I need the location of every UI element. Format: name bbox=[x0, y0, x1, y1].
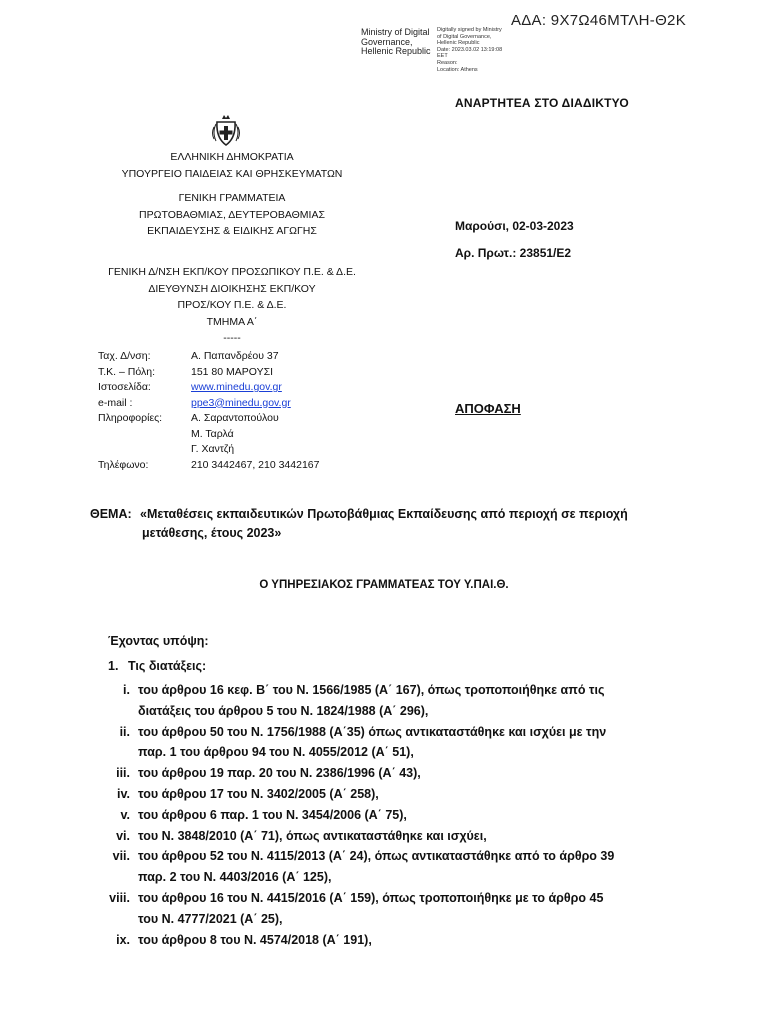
contact-value: 210 3442467, 210 3442167 bbox=[191, 458, 320, 471]
signature-detail-line: Digitally signed by Ministry bbox=[437, 27, 502, 33]
list-item bbox=[100, 722, 660, 764]
signature-detail-line: Hellenic Republic bbox=[437, 40, 480, 47]
roman-numeral: vii. bbox=[112, 849, 130, 864]
item-text: Τις διατάξεις: bbox=[128, 659, 207, 673]
general-secretariat-line: ΕΚΠΑΙΔΕΥΣΗΣ & ΕΙΔΙΚΗΣ ΑΓΩΓΗΣ bbox=[147, 225, 317, 237]
decision-title: ΑΠΟΦΑΣΗ bbox=[455, 401, 521, 416]
list-item-line: του Ν. 4777/2021 (Α΄ 25), bbox=[138, 911, 283, 926]
signature-detail-line: EET bbox=[437, 53, 448, 60]
contact-row bbox=[98, 380, 319, 396]
contact-label: Ταχ. Δ/νση: bbox=[98, 350, 151, 362]
subject-text-line: «Μεταθέσεις εκπαιδευτικών Πρωτοβάθμιας Εκπαίδευσης από περιοχή σε περιοχή bbox=[140, 507, 628, 521]
ministry-name: ΥΠΟΥΡΓΕΙΟ ΠΑΙΔΕΙΑΣ ΚΑΙ ΘΡΗΣΚΕΥΜΑΤΩΝ bbox=[121, 167, 343, 180]
general-secretariat-line: ΠΡΩΤΟΒΑΘΜΙΑΣ, ΔΕΥΤΕΡΟΒΑΘΜΙΑΣ bbox=[139, 208, 325, 221]
contact-row bbox=[98, 396, 319, 412]
contact-row bbox=[98, 442, 319, 458]
ministry-header bbox=[90, 149, 374, 182]
list-item-line: του άρθρου 16 του Ν. 4415/2016 (Α΄ 159), όπως τροποποιήθηκε με το άρθρο 45 bbox=[138, 890, 604, 905]
subject-text-line: μετάθεσης, έτους 2023» bbox=[142, 526, 282, 540]
roman-numeral: vi. bbox=[116, 828, 130, 843]
signature-detail-line: Location: Athens bbox=[437, 66, 478, 73]
list-item bbox=[100, 826, 660, 847]
list-item-line: του άρθρου 8 του Ν. 4574/2018 (Α΄ 191), bbox=[138, 932, 372, 947]
contact-label: e-mail : bbox=[98, 396, 133, 409]
protocol-number: Αρ. Πρωτ.: 23851/Ε2 bbox=[455, 246, 572, 260]
signature-details bbox=[437, 27, 502, 73]
contact-details bbox=[98, 349, 319, 473]
website-link[interactable]: www.minedu.gov.gr bbox=[191, 381, 282, 393]
roman-numeral: iii. bbox=[116, 766, 130, 781]
list-item-line: του άρθρου 17 του Ν. 3402/2005 (Α΄ 258), bbox=[138, 786, 379, 801]
roman-numeral: iv. bbox=[117, 786, 130, 801]
signature-detail-line: of Digital Governance, bbox=[437, 33, 492, 40]
contact-row bbox=[98, 427, 319, 443]
directorate bbox=[90, 264, 374, 347]
list-item-line: του άρθρου 16 κεφ. Β΄ του Ν. 1566/1985 (Α΄ 167), όπως τροποποιήθηκε από τις bbox=[138, 683, 605, 697]
subject bbox=[90, 505, 680, 543]
location-date: Μαρούσι, 02-03-2023 bbox=[455, 219, 574, 233]
roman-numeral: ix. bbox=[116, 932, 130, 947]
provisions-list bbox=[100, 680, 660, 950]
contact-value: 151 80 ΜΑΡΟΥΣΙ bbox=[191, 365, 274, 378]
directorate-line: ΠΡΟΣ/ΚΟΥ Π.Ε. & Δ.Ε. bbox=[177, 299, 287, 311]
roman-numeral: i. bbox=[123, 683, 130, 697]
hellenic-coat-of-arms-icon bbox=[211, 112, 241, 148]
email-link[interactable]: ppe3@minedu.gov.gr bbox=[191, 396, 291, 409]
roman-numeral: ii. bbox=[119, 724, 130, 739]
contact-label: Ιστοσελίδα: bbox=[98, 381, 151, 393]
general-secretariat bbox=[90, 190, 374, 240]
list-item bbox=[100, 805, 660, 826]
signature-org-line: Governance, bbox=[361, 36, 413, 47]
list-item-line: του άρθρου 19 παρ. 20 του Ν. 2386/1996 (Α΄ 43), bbox=[138, 766, 421, 781]
directorate-line: ΔΙΕΥΘΥΝΣΗ ΔΙΟΙΚΗΣΗΣ ΕΚΠ/ΚΟΥ bbox=[148, 282, 316, 295]
signature-org-line: Hellenic Republic bbox=[361, 46, 431, 56]
contact-value: Α. Σαραντοπούλου bbox=[191, 412, 279, 424]
signature-detail-line: Date: 2023.03.02 13:19:08 bbox=[437, 46, 503, 53]
official-title: Ο ΥΠΗΡΕΣΙΑΚΟΣ ΓΡΑΜΜΑΤΕΑΣ ΤΟΥ Υ.ΠΑΙ.Θ. bbox=[259, 579, 509, 591]
item-number: 1. bbox=[108, 659, 119, 673]
list-item-line: του άρθρου 50 του Ν. 1756/1988 (Α΄35) όπως αντικαταστάθηκε και ισχύει με την bbox=[138, 724, 607, 739]
contact-row bbox=[98, 349, 319, 365]
list-item-line: του άρθρου 6 παρ. 1 του Ν. 3454/2006 (Α΄ 75), bbox=[138, 807, 407, 822]
numbered-item bbox=[108, 659, 206, 673]
signature-organization bbox=[361, 28, 431, 57]
roman-numeral: viii. bbox=[109, 890, 130, 905]
directorate-line: ΓΕΝΙΚΗ Δ/ΝΣΗ ΕΚΠ/ΚΟΥ ΠΡΟΣΩΠΙΚΟΥ Π.Ε. & Δ.Ε. bbox=[108, 266, 356, 278]
list-item-line: του Ν. 3848/2010 (Α΄ 71), όπως αντικαταστάθηκε και ισχύει, bbox=[138, 828, 487, 843]
directorate-line: ΤΜΗΜΑ Α΄ bbox=[206, 315, 258, 328]
post-online-notice: ΑΝΑΡΤΗΤΕΑ ΣΤΟ ΔΙΑΔΙΚΤΥΟ bbox=[455, 96, 629, 110]
list-item-line: παρ. 2 του Ν. 4403/2016 (Α΄ 125), bbox=[138, 870, 332, 885]
list-item-line: του άρθρου 52 του Ν. 4115/2013 (Α΄ 24), όπως αντικαταστάθηκε από το άρθρο 39 bbox=[138, 849, 615, 864]
contact-row bbox=[98, 458, 319, 474]
roman-numeral: v. bbox=[120, 807, 130, 822]
signature-org-line: Ministry of Digital bbox=[361, 27, 430, 37]
contact-value: Γ. Χαντζή bbox=[191, 443, 235, 455]
contact-value: Α. Παπανδρέου 37 bbox=[191, 350, 279, 362]
general-secretariat-line: ΓΕΝΙΚΗ ΓΡΑΜΜΑΤΕΙΑ bbox=[178, 192, 286, 204]
contact-label: Πληροφορίες: bbox=[98, 412, 163, 424]
subject-label: ΘΕΜΑ: bbox=[90, 507, 132, 521]
list-item bbox=[100, 846, 660, 888]
list-item bbox=[100, 930, 660, 951]
list-item bbox=[100, 763, 660, 784]
list-item-line: παρ. 1 του άρθρου 94 του Ν. 4055/2012 (Α΄ 51), bbox=[138, 745, 414, 760]
contact-label: Τ.Κ. – Πόλη: bbox=[98, 365, 156, 378]
directorate-line: ----- bbox=[223, 332, 241, 344]
contact-row bbox=[98, 411, 319, 427]
list-item bbox=[100, 888, 660, 930]
list-item bbox=[100, 784, 660, 805]
republic-name: ΕΛΛΗΝΙΚΗ ΔΗΜΟΚΡΑΤΙΑ bbox=[170, 151, 294, 163]
contact-label bbox=[98, 427, 191, 443]
contact-value: Μ. Ταρλά bbox=[191, 427, 234, 440]
list-item-line: διατάξεις του άρθρου 5 του Ν. 1824/1988 (Α΄ 296), bbox=[138, 703, 429, 718]
signature-detail-line: Reason: bbox=[437, 59, 458, 66]
contact-row bbox=[98, 365, 319, 381]
contact-label bbox=[98, 442, 191, 458]
having-regard-heading: Έχοντας υπόψη: bbox=[108, 634, 209, 648]
contact-label: Τηλέφωνο: bbox=[98, 458, 149, 471]
ada-code: ΑΔΑ: 9Χ7Ω46ΜΤΛΗ-Θ2Κ bbox=[510, 12, 686, 29]
list-item bbox=[100, 680, 660, 722]
